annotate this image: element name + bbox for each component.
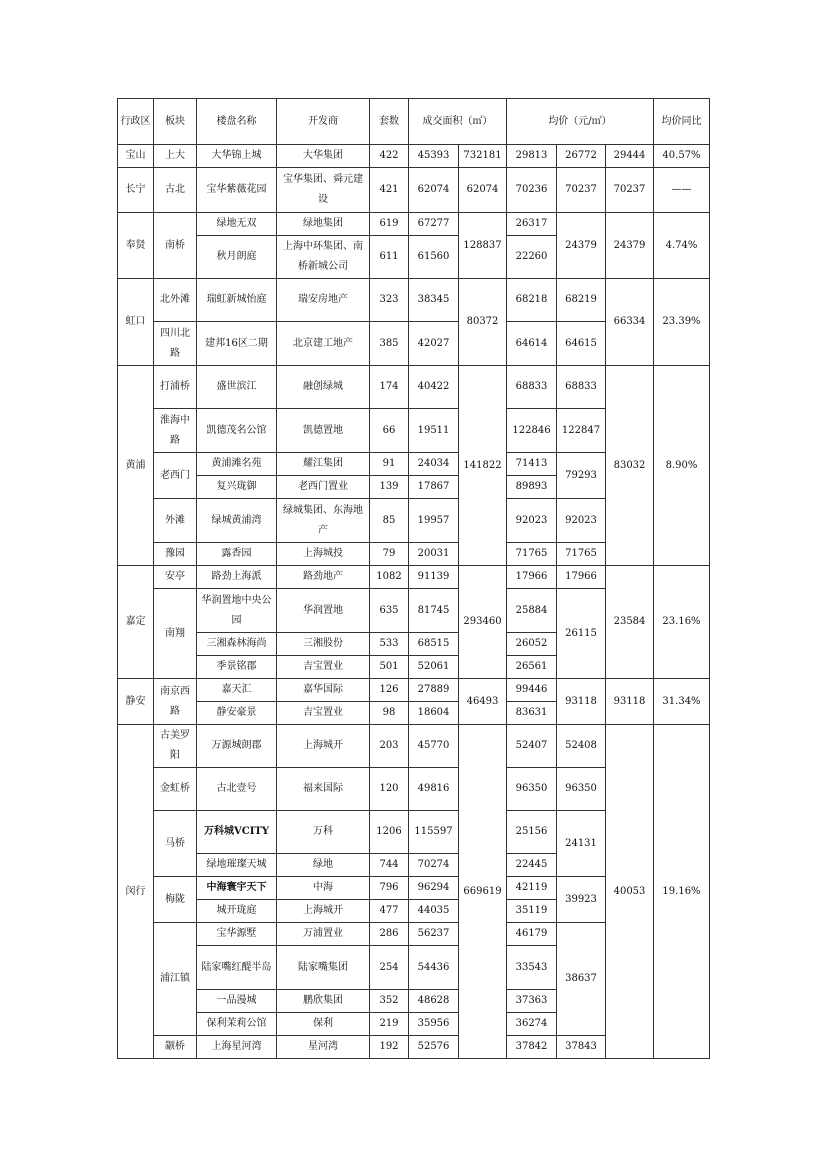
price-cell: 68833	[507, 366, 557, 409]
price-cell: 68218	[507, 279, 557, 322]
header-cell: 均价（元/㎡）	[507, 99, 654, 145]
price-cell: 46179	[507, 923, 557, 946]
area-cell: 62074	[409, 168, 459, 213]
units-cell: 286	[370, 923, 409, 946]
project-name-cell: 静安豪景	[197, 702, 277, 725]
block-price-cell: 26115	[557, 589, 606, 679]
header-cell: 套数	[370, 99, 409, 145]
yoy-cell: 31.34%	[654, 679, 710, 725]
area-total-cell: 141822	[459, 366, 507, 566]
project-name-cell: 秋月朗庭	[197, 236, 277, 279]
developer-cell: 上海城开	[277, 725, 370, 768]
price-cell: 52407	[507, 725, 557, 768]
area-cell: 44035	[409, 900, 459, 923]
developer-cell: 中海	[277, 877, 370, 900]
area-cell: 68515	[409, 633, 459, 656]
area-cell: 27889	[409, 679, 459, 702]
block-cell: 安亭	[154, 566, 197, 589]
project-name-cell: 复兴珑御	[197, 476, 277, 499]
developer-cell: 福来国际	[277, 768, 370, 811]
district-price-cell: 93118	[606, 679, 654, 725]
block-price-cell: 24131	[557, 811, 606, 877]
project-name-cell: 宝华紫薇花园	[197, 168, 277, 213]
district-cell: 静安	[118, 679, 154, 725]
project-name-cell: 华润置地中央公园	[197, 589, 277, 633]
project-name-cell: 绿地璀璨天城	[197, 854, 277, 877]
developer-cell: 绿地	[277, 854, 370, 877]
project-name-cell: 露香园	[197, 543, 277, 566]
area-cell: 20031	[409, 543, 459, 566]
district-price-cell: 83032	[606, 366, 654, 566]
units-cell: 1206	[370, 811, 409, 854]
developer-cell: 耀江集团	[277, 453, 370, 476]
block-price-cell: 24379	[557, 213, 606, 279]
area-cell: 49816	[409, 768, 459, 811]
area-cell: 42027	[409, 322, 459, 366]
area-cell: 24034	[409, 453, 459, 476]
block-cell: 南桥	[154, 213, 197, 279]
project-name-cell: 陆家嘴红醍半岛	[197, 946, 277, 990]
units-cell: 126	[370, 679, 409, 702]
header-cell: 成交面积（㎡）	[409, 99, 507, 145]
units-cell: 421	[370, 168, 409, 213]
block-cell: 四川北路	[154, 322, 197, 366]
units-cell: 91	[370, 453, 409, 476]
block-price-cell: 64615	[557, 322, 606, 366]
block-price-cell: 96350	[557, 768, 606, 811]
district-price-cell: 66334	[606, 279, 654, 366]
block-cell: 北外滩	[154, 279, 197, 322]
area-cell: 45770	[409, 725, 459, 768]
district-cell: 嘉定	[118, 566, 154, 679]
yoy-cell: ——	[654, 168, 710, 213]
area-cell: 19957	[409, 499, 459, 543]
price-cell: 26052	[507, 633, 557, 656]
area-cell: 45393	[409, 145, 459, 168]
block-price-cell: 52408	[557, 725, 606, 768]
project-name-cell: 古北壹号	[197, 768, 277, 811]
district-cell: 宝山	[118, 145, 154, 168]
project-name-cell: 宝华源墅	[197, 923, 277, 946]
area-cell: 81745	[409, 589, 459, 633]
yoy-cell: 4.74%	[654, 213, 710, 279]
price-cell: 35119	[507, 900, 557, 923]
developer-cell: 大华集团	[277, 145, 370, 168]
price-cell: 25884	[507, 589, 557, 633]
area-total-cell: 293460	[459, 566, 507, 679]
developer-cell: 路劲地产	[277, 566, 370, 589]
price-cell: 26561	[507, 656, 557, 679]
area-cell: 54436	[409, 946, 459, 990]
developer-cell: 绿城集团、东海地产	[277, 499, 370, 543]
block-cell: 古北	[154, 168, 197, 213]
block-price-cell: 71765	[557, 543, 606, 566]
units-cell: 323	[370, 279, 409, 322]
units-cell: 744	[370, 854, 409, 877]
table-row	[118, 725, 710, 768]
price-cell: 89893	[507, 476, 557, 499]
area-cell: 70274	[409, 854, 459, 877]
area-cell: 35956	[409, 1013, 459, 1036]
district-price-cell: 23584	[606, 566, 654, 679]
project-name-cell: 嘉天汇	[197, 679, 277, 702]
area-total-cell: 62074	[459, 168, 507, 213]
yoy-cell: 8.90%	[654, 366, 710, 566]
developer-cell: 宝华集团、舜元建设	[277, 168, 370, 213]
table-header-row	[118, 99, 710, 145]
block-price-cell: 92023	[557, 499, 606, 543]
units-cell: 85	[370, 499, 409, 543]
developer-cell: 万浦置业	[277, 923, 370, 946]
block-price-cell: 37843	[557, 1036, 606, 1059]
price-cell: 36274	[507, 1013, 557, 1036]
units-cell: 501	[370, 656, 409, 679]
transaction-table	[117, 98, 710, 1059]
project-name-cell: 保利茉莉公馆	[197, 1013, 277, 1036]
price-cell: 96350	[507, 768, 557, 811]
units-cell: 139	[370, 476, 409, 499]
area-cell: 18604	[409, 702, 459, 725]
district-cell: 奉贤	[118, 213, 154, 279]
area-cell: 115597	[409, 811, 459, 854]
price-cell: 64614	[507, 322, 557, 366]
block-cell: 浦江镇	[154, 923, 197, 1036]
price-cell: 25156	[507, 811, 557, 854]
block-cell: 南翔	[154, 589, 197, 679]
project-name-cell: 城开珑庭	[197, 900, 277, 923]
price-cell: 92023	[507, 499, 557, 543]
table-row	[118, 279, 710, 322]
yoy-cell: 19.16%	[654, 725, 710, 1059]
area-cell: 56237	[409, 923, 459, 946]
price-cell: 26317	[507, 213, 557, 236]
units-cell: 79	[370, 543, 409, 566]
block-cell: 颛桥	[154, 1036, 197, 1059]
area-total-cell: 46493	[459, 679, 507, 725]
area-cell: 91139	[409, 566, 459, 589]
area-cell: 61560	[409, 236, 459, 279]
area-cell: 38345	[409, 279, 459, 322]
developer-cell: 嘉华国际	[277, 679, 370, 702]
block-price-cell: 39923	[557, 877, 606, 923]
price-cell: 71765	[507, 543, 557, 566]
project-name-cell: 瑞虹新城怡庭	[197, 279, 277, 322]
header-cell: 均价同比	[654, 99, 710, 145]
district-price-cell: 70237	[606, 168, 654, 213]
price-cell: 17966	[507, 566, 557, 589]
header-cell: 行政区	[118, 99, 154, 145]
project-name-cell: 绿地无双	[197, 213, 277, 236]
price-cell: 22260	[507, 236, 557, 279]
units-cell: 1082	[370, 566, 409, 589]
project-name-cell: 黄浦滩名苑	[197, 453, 277, 476]
units-cell: 254	[370, 946, 409, 990]
developer-cell: 融创绿城	[277, 366, 370, 409]
units-cell: 98	[370, 702, 409, 725]
block-price-cell: 79293	[557, 453, 606, 499]
block-cell: 金虹桥	[154, 768, 197, 811]
yoy-cell: 40.57%	[654, 145, 710, 168]
block-price-cell: 38637	[557, 923, 606, 1036]
project-name-cell: 绿城黄浦湾	[197, 499, 277, 543]
block-price-cell: 26772	[557, 145, 606, 168]
price-cell: 37363	[507, 990, 557, 1013]
block-price-cell: 68833	[557, 366, 606, 409]
units-cell: 174	[370, 366, 409, 409]
project-name-cell: 三湘森林海尚	[197, 633, 277, 656]
area-total-cell: 128837	[459, 213, 507, 279]
district-cell: 黄浦	[118, 366, 154, 566]
developer-cell: 华润置地	[277, 589, 370, 633]
price-cell: 71413	[507, 453, 557, 476]
district-cell: 长宁	[118, 168, 154, 213]
block-price-cell: 93118	[557, 679, 606, 725]
block-cell: 梅陇	[154, 877, 197, 923]
block-cell: 淮海中路	[154, 409, 197, 453]
table-row	[118, 566, 710, 589]
table-row	[118, 679, 710, 702]
area-total-cell: 732181	[459, 145, 507, 168]
units-cell: 66	[370, 409, 409, 453]
price-cell: 37842	[507, 1036, 557, 1059]
developer-cell: 三湘股份	[277, 633, 370, 656]
developer-cell: 陆家嘴集团	[277, 946, 370, 990]
project-name-cell: 万源城朗郡	[197, 725, 277, 768]
area-cell: 48628	[409, 990, 459, 1013]
area-cell: 52576	[409, 1036, 459, 1059]
units-cell: 352	[370, 990, 409, 1013]
developer-cell: 吉宝置业	[277, 702, 370, 725]
price-cell: 29813	[507, 145, 557, 168]
developer-cell: 北京建工地产	[277, 322, 370, 366]
table-row	[118, 145, 710, 168]
district-price-cell: 40053	[606, 725, 654, 1059]
district-cell: 闵行	[118, 725, 154, 1059]
project-name-cell: 大华锦上城	[197, 145, 277, 168]
units-cell: 477	[370, 900, 409, 923]
developer-cell: 上海城开	[277, 900, 370, 923]
block-price-cell: 68219	[557, 279, 606, 322]
header-cell: 开发商	[277, 99, 370, 145]
units-cell: 533	[370, 633, 409, 656]
developer-cell: 绿地集团	[277, 213, 370, 236]
project-name-cell: 路劲上海派	[197, 566, 277, 589]
block-price-cell: 17966	[557, 566, 606, 589]
developer-cell: 凯德置地	[277, 409, 370, 453]
district-cell: 虹口	[118, 279, 154, 366]
block-cell: 老西门	[154, 453, 197, 499]
block-cell: 上大	[154, 145, 197, 168]
units-cell: 203	[370, 725, 409, 768]
block-cell: 南京西路	[154, 679, 197, 725]
price-cell: 22445	[507, 854, 557, 877]
units-cell: 796	[370, 877, 409, 900]
area-cell: 96294	[409, 877, 459, 900]
area-cell: 52061	[409, 656, 459, 679]
table-row	[118, 213, 710, 236]
block-cell: 马桥	[154, 811, 197, 877]
developer-cell: 上海城投	[277, 543, 370, 566]
area-total-cell: 669619	[459, 725, 507, 1059]
developer-cell: 瑞安房地产	[277, 279, 370, 322]
price-cell: 42119	[507, 877, 557, 900]
developer-cell: 万科	[277, 811, 370, 854]
developer-cell: 吉宝置业	[277, 656, 370, 679]
developer-cell: 保利	[277, 1013, 370, 1036]
yoy-cell: 23.39%	[654, 279, 710, 366]
price-cell: 70236	[507, 168, 557, 213]
table-row	[118, 366, 710, 409]
area-cell: 40422	[409, 366, 459, 409]
area-cell: 17867	[409, 476, 459, 499]
district-price-cell: 29444	[606, 145, 654, 168]
project-name-cell: 中海寰宇天下	[197, 877, 277, 900]
block-cell: 古美罗阳	[154, 725, 197, 768]
units-cell: 611	[370, 236, 409, 279]
table-row	[118, 168, 710, 213]
units-cell: 120	[370, 768, 409, 811]
developer-cell: 星河湾	[277, 1036, 370, 1059]
header-cell: 板块	[154, 99, 197, 145]
area-cell: 67277	[409, 213, 459, 236]
developer-cell: 老西门置业	[277, 476, 370, 499]
district-price-cell: 24379	[606, 213, 654, 279]
developer-cell: 鹏欣集团	[277, 990, 370, 1013]
yoy-cell: 23.16%	[654, 566, 710, 679]
units-cell: 192	[370, 1036, 409, 1059]
units-cell: 619	[370, 213, 409, 236]
project-name-cell: 建邦16区二期	[197, 322, 277, 366]
project-name-cell: 盛世滨江	[197, 366, 277, 409]
block-cell: 外滩	[154, 499, 197, 543]
developer-cell: 上海中环集团、南桥新城公司	[277, 236, 370, 279]
area-cell: 19511	[409, 409, 459, 453]
block-price-cell: 122847	[557, 409, 606, 453]
project-name-cell: 万科城VCITY	[197, 811, 277, 854]
units-cell: 422	[370, 145, 409, 168]
project-name-cell: 季景铭郡	[197, 656, 277, 679]
block-cell: 打浦桥	[154, 366, 197, 409]
project-name-cell: 凯德茂名公馆	[197, 409, 277, 453]
price-cell: 122846	[507, 409, 557, 453]
price-cell: 83631	[507, 702, 557, 725]
header-cell: 楼盘名称	[197, 99, 277, 145]
price-cell: 99446	[507, 679, 557, 702]
block-price-cell: 70237	[557, 168, 606, 213]
price-cell: 33543	[507, 946, 557, 990]
project-name-cell: 一品漫城	[197, 990, 277, 1013]
area-total-cell: 80372	[459, 279, 507, 366]
units-cell: 219	[370, 1013, 409, 1036]
project-name-cell: 上海星河湾	[197, 1036, 277, 1059]
units-cell: 635	[370, 589, 409, 633]
block-cell: 豫园	[154, 543, 197, 566]
units-cell: 385	[370, 322, 409, 366]
